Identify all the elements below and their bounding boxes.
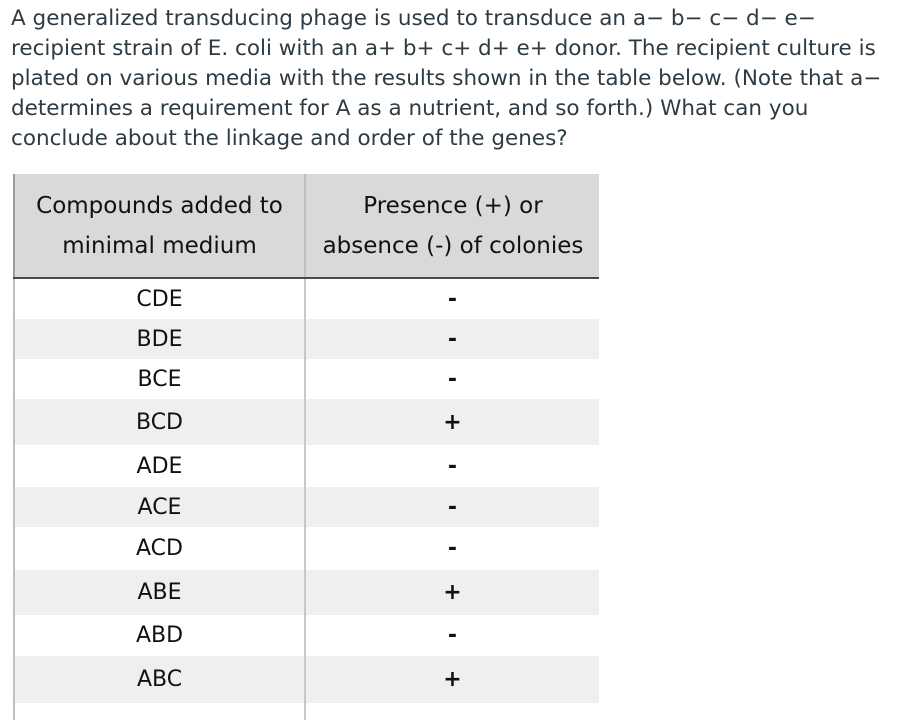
table-row: [14, 527, 599, 570]
colonies-cell: -: [305, 615, 599, 656]
colonies-cell: -: [305, 487, 599, 527]
colonies-cell: -: [305, 319, 599, 359]
table-row: [14, 487, 599, 527]
colonies-cell: +: [305, 570, 599, 615]
colonies-cell-empty: [305, 703, 599, 720]
table-row: [14, 656, 599, 703]
compounds-cell: ABD: [14, 615, 305, 656]
header-colonies-line2: absence (-) of colonies: [322, 232, 584, 259]
compounds-cell: BCD: [14, 399, 305, 445]
colonies-cell: -: [305, 445, 599, 487]
table-header: [14, 174, 599, 278]
compounds-cell: ADE: [14, 445, 305, 487]
compounds-cell: CDE: [14, 278, 305, 319]
results-table-container: [13, 174, 599, 720]
compounds-cell: ACE: [14, 487, 305, 527]
table-row: [14, 615, 599, 656]
compounds-cell-empty: [14, 703, 305, 720]
colonies-cell: -: [305, 359, 599, 399]
header-colonies: [305, 174, 599, 278]
compounds-cell: ABE: [14, 570, 305, 615]
table-row-partial: [14, 703, 599, 720]
compounds-cell: ABC: [14, 656, 305, 703]
header-compounds: [14, 174, 305, 278]
header-compounds-line1: Compounds added to: [36, 192, 283, 219]
question-text: A generalized transducing phage is used to transduce an a− b− c− d− e− recipient strain of E. coli with an a+ b+ c+ d+ e+ donor. The recipient culture is plated on various media with the results shown in the table below. (Note that a− determines a requirement for A as a nutrient, and so forth.) What can you conclude about the linkage and order of the genes?: [11, 6, 882, 151]
compounds-cell: ACD: [14, 527, 305, 570]
colonies-cell: -: [305, 527, 599, 570]
table-row: [14, 399, 599, 445]
results-table: [13, 174, 599, 720]
table-row: [14, 445, 599, 487]
compounds-cell: BCE: [14, 359, 305, 399]
table-row: [14, 570, 599, 615]
header-compounds-line2: minimal medium: [62, 232, 257, 259]
table-row: [14, 359, 599, 399]
table-body: [14, 278, 599, 720]
header-colonies-line1: Presence (+) or: [363, 192, 543, 219]
colonies-cell: +: [305, 656, 599, 703]
table-row: [14, 319, 599, 359]
colonies-cell: -: [305, 278, 599, 319]
table-row: [14, 278, 599, 319]
compounds-cell: BDE: [14, 319, 305, 359]
colonies-cell: +: [305, 399, 599, 445]
